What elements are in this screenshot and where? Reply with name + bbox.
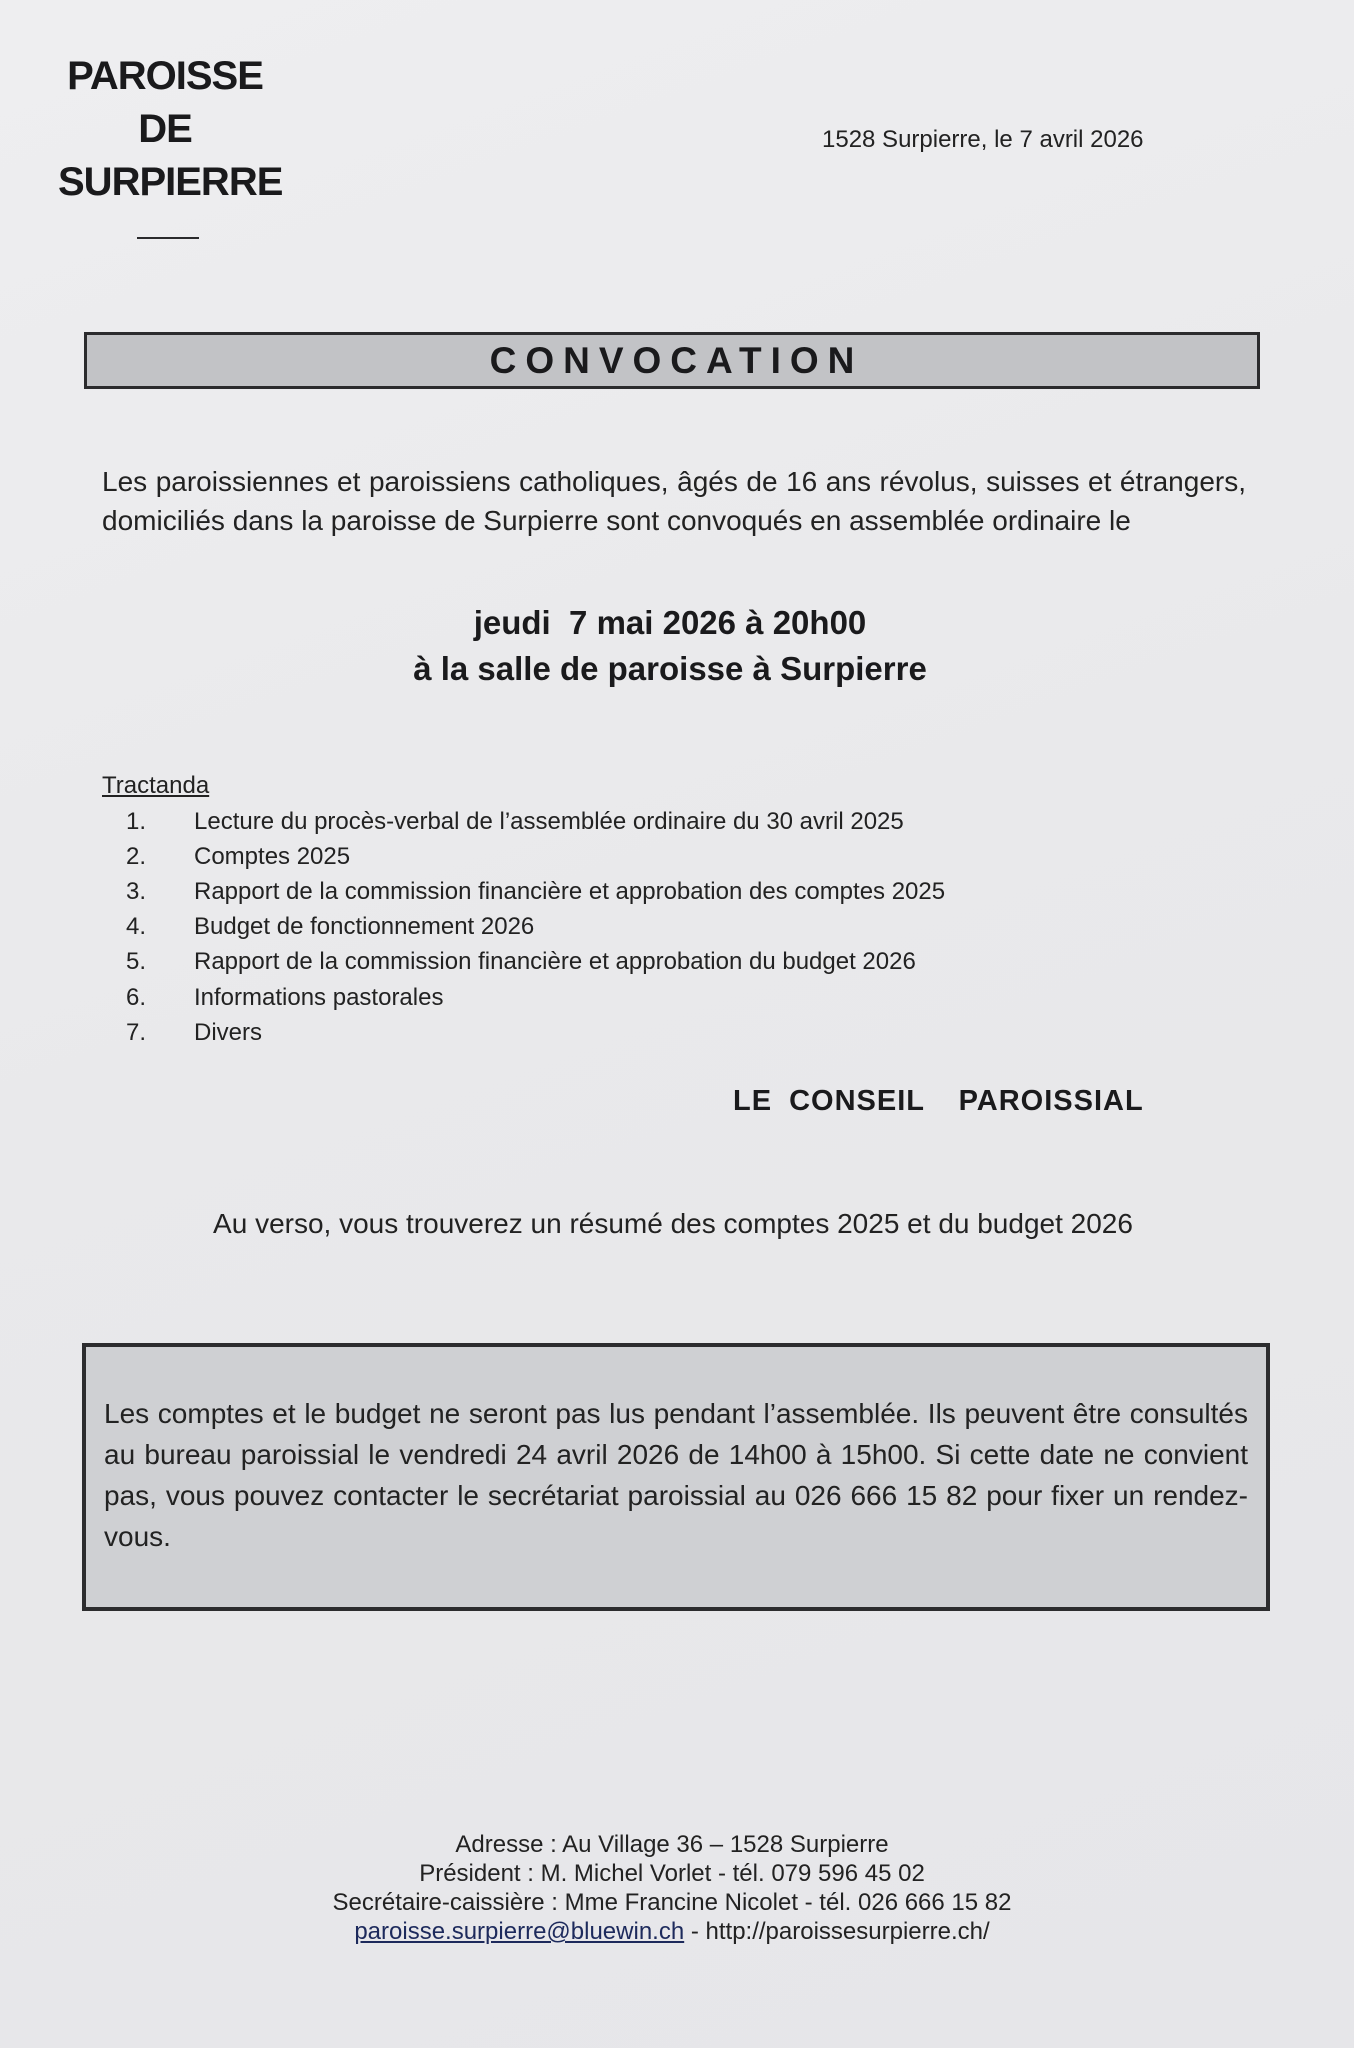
meeting-location: à la salle de paroisse à Surpierre xyxy=(413,650,927,687)
footer-contact-line xyxy=(0,1917,1344,1946)
contact-separator: - xyxy=(684,1918,706,1945)
parish-name-line-3: SURPIERRE xyxy=(58,160,283,204)
verso-note: Au verso, vous trouverez un résumé des comptes 2025 et du budget 2026 xyxy=(213,1208,1133,1239)
parish-name-underline xyxy=(137,237,199,239)
agenda-item-4 xyxy=(102,910,1102,945)
agenda-item-text: Divers xyxy=(194,1018,263,1046)
agenda-item-number: 6. xyxy=(126,983,147,1011)
agenda-item-2 xyxy=(102,839,1102,874)
parish-name-line-1: PAROISSE xyxy=(67,54,263,98)
footer xyxy=(0,1830,1344,1946)
agenda-item-1 xyxy=(102,804,1102,839)
intro-paragraph: Les paroissiennes et paroissiens catholiques, âgés de 16 ans révolus, suisses et étrangers, domiciliés dans la paroisse de Surpierre sont convoqués en assemblée ordinaire le xyxy=(102,466,1246,536)
info-box xyxy=(82,1343,1270,1611)
agenda-item-3 xyxy=(102,874,1102,909)
agenda-item-5 xyxy=(102,945,1102,980)
agenda-item-text: Comptes 2025 xyxy=(194,842,351,870)
footer-address: Adresse : Au Village 36 – 1528 Surpierre xyxy=(455,1831,889,1858)
agenda-item-number: 1. xyxy=(126,807,147,835)
document-title: CONVOCATION xyxy=(489,339,864,381)
agenda-item-number: 3. xyxy=(126,877,147,905)
parish-name xyxy=(58,50,283,209)
parish-name-line-2: DE xyxy=(138,107,192,151)
council-signature: LE CONSEIL PAROISSIAL xyxy=(733,1085,1144,1117)
website-link[interactable]: http://paroissesurpierre.ch/ xyxy=(705,1918,990,1945)
agenda-item-text: Rapport de la commission financière et approbation du budget 2026 xyxy=(194,948,916,976)
agenda-item-6 xyxy=(102,980,1102,1015)
agenda-item-number: 4. xyxy=(126,913,147,941)
agenda-item-number: 5. xyxy=(126,948,147,976)
email-link[interactable]: paroisse.surpierre@bluewin.ch xyxy=(354,1918,685,1945)
agenda-item-text: Budget de fonctionnement 2026 xyxy=(194,913,535,941)
tractanda-heading: Tractanda xyxy=(102,772,210,799)
title-banner xyxy=(84,332,1260,389)
footer-president: Président : M. Michel Vorlet - tél. 079 596 45 02 xyxy=(419,1860,925,1887)
agenda-item-text: Informations pastorales xyxy=(194,983,444,1011)
info-box-text: Les comptes et le budget ne seront pas lus pendant l’assemblée. Ils peuvent être consultés au bureau paroissial le vendredi 24 avril 2026 de 14h00 à 15h00. Si cette date ne convient pas, vous pouvez contacter le secrétariat paroissial au 026 666 15 82 pour fixer un rendez-vous. xyxy=(104,1398,1248,1552)
meeting-date-time: jeudi 7 mai 2026 à 20h00 xyxy=(473,604,867,641)
agenda-item-text: Lecture du procès-verbal de l’assemblée ordinaire du 30 avril 2025 xyxy=(194,807,904,835)
agenda-item-text: Rapport de la commission financière et approbation des comptes 2025 xyxy=(194,877,946,905)
place-date: 1528 Surpierre, le 7 avril 2026 xyxy=(822,126,1144,153)
footer-secretary: Secrétaire-caissière : Mme Francine Nicolet - tél. 026 666 15 82 xyxy=(332,1889,1012,1916)
agenda-item-7 xyxy=(102,1015,1102,1050)
agenda-list xyxy=(102,804,1102,1050)
agenda-item-number: 2. xyxy=(126,842,147,870)
agenda-item-number: 7. xyxy=(126,1018,147,1046)
